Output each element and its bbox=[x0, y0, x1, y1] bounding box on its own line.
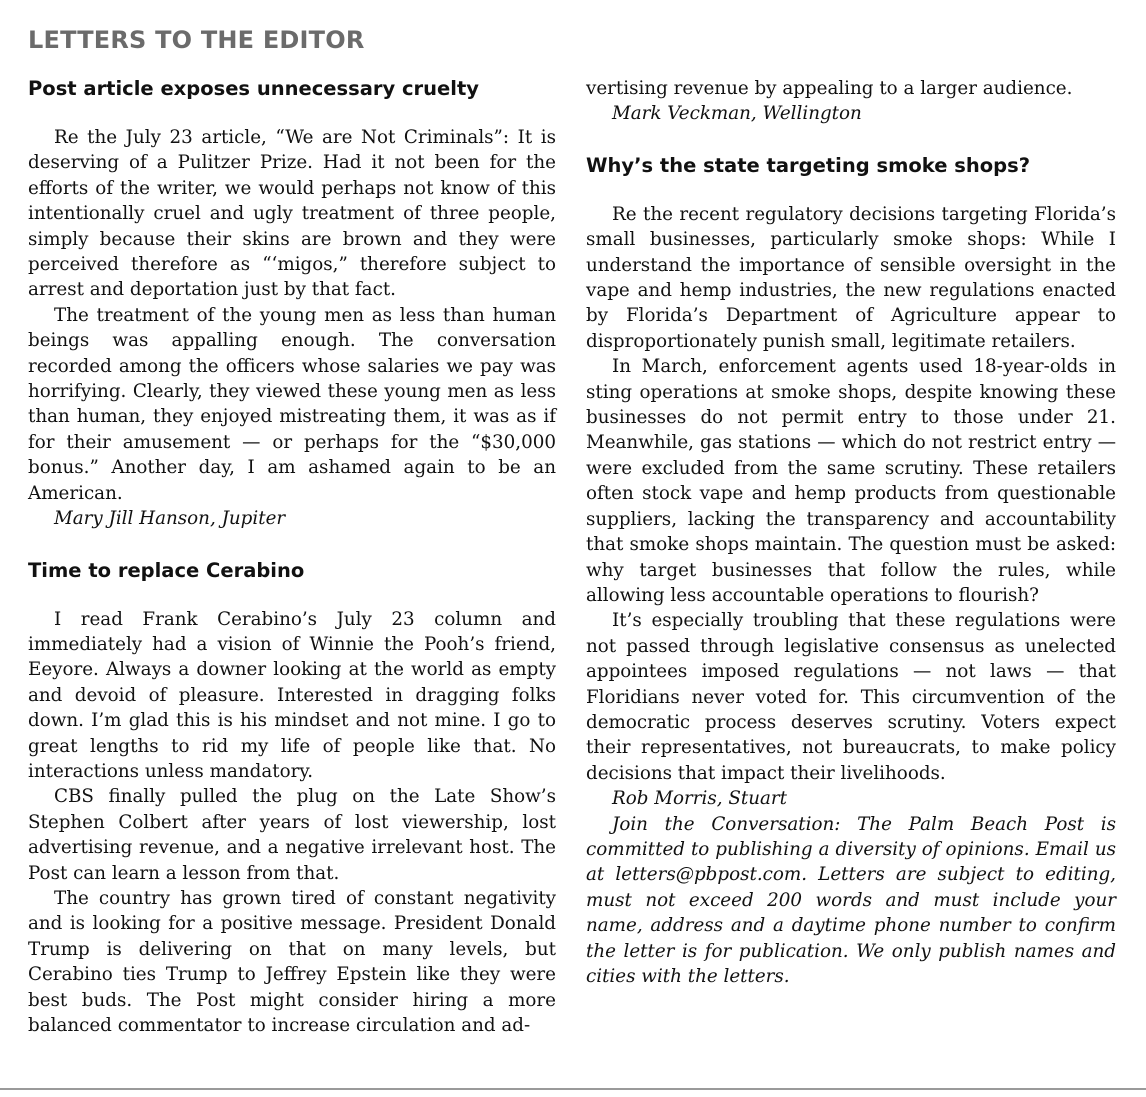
letter-signature: Rob Morris, Stuart bbox=[612, 788, 787, 810]
letter-cerabino bbox=[28, 558, 556, 1039]
letter-signature: Mark Veckman, Wellington bbox=[612, 103, 862, 125]
section-title: LETTERS TO THE EDITOR bbox=[28, 26, 365, 54]
bottom-divider bbox=[0, 1088, 1146, 1090]
letter-paragraph: CBS finally pulled the plug on the Late Show’s Stephen Colbert after years of lost viewership, lost advertising revenue, and a negative irrelevant host. The Post can learn a lesson from that. bbox=[28, 786, 556, 884]
submission-note: Join the Conversation: The Palm Beach Post is committed to publishing a diversity of opinions. Email us at letters@pbpost.com. Letters are subject to editing, must not exceed 200 words and must include your name, address and a daytime phone number to confirm the letter is for publication. We only publish names and cities with the letters. bbox=[586, 813, 1116, 987]
left-column bbox=[28, 76, 556, 1038]
letter-paragraph: In March, enforcement agents used 18-year-olds in sting operations at smoke shops, despite knowing these businesses do not permit entry to those under 21. Meanwhile, gas stations — which do not restrict entry — were excluded from the same scrutiny. These retailers often stock vape and hemp products from questionable suppliers, lacking the transparency and accountability that smoke shops maintain. The question must be asked: why target businesses that follow the rules, while allowing less accountable operations to flourish? bbox=[586, 356, 1116, 606]
letter-signature: Mary Jill Hanson, Jupiter bbox=[54, 508, 286, 530]
letter-headline: Post article exposes unnecessary cruelty bbox=[28, 77, 479, 100]
letter-paragraph: Re the July 23 article, “We are Not Criminals”: It is deserving of a Pulitzer Prize. Had it not been for the efforts of the writer, we would perhaps not know of this intentionally cruel and ugly treatment of three people, simply because their skins are brown and they were perceived therefore as “‘migos,” therefore subject to arrest and deportation just by that fact. bbox=[28, 127, 556, 301]
letter-headline: Why’s the state targeting smoke shops? bbox=[586, 153, 1031, 177]
letter-paragraph: It’s especially troubling that these regulations were not passed through legislative consensus as unelected appointees imposed regulations — not laws — that Floridians never voted for. This circumvention of the democratic process deserves scrutiny. Voters expect their representatives, not bureaucrats, to make policy decisions that impact their livelihoods. bbox=[586, 610, 1116, 784]
letter-smoke-shops bbox=[586, 153, 1116, 812]
letter-headline: Time to replace Cerabino bbox=[28, 558, 305, 582]
letter-paragraph: The treatment of the young men as less than human beings was appalling enough. The conversation recorded among the officers whose salaries we pay was horrifying. Clearly, they viewed these young men as less than human, they enjoyed mistreating them, it was as if for their amusement — or perhaps for the “$30,000 bonus.” Another day, I am ashamed again to be an American. bbox=[28, 304, 556, 504]
letter-paragraph: The country has grown tired of constant negativity and is looking for a positive message. President Donald Trump is delivering on that on many levels, but Cerabino ties Trump to Jeffrey Epstein like they were best buds. The Post might consider hiring a more balanced commentator to increase circulation and ad- bbox=[28, 887, 556, 1036]
right-column bbox=[586, 76, 1116, 989]
letter-cruelty bbox=[28, 76, 556, 532]
letter-paragraph: Re the recent regulatory decisions targeting Florida’s small businesses, particularly smoke shops: While I understand the importance of sensible oversight in the vape and hemp industries, the new regulations enacted by Florida’s Department of Agriculture appear to disproportionately punish small, legitimate retailers. bbox=[586, 203, 1116, 352]
letter-paragraph: I read Frank Cerabino’s July 23 column and immediately had a vision of Winnie the Pooh’s friend, Eeyore. Always a downer looking at the world as empty and devoid of pleasure. Interested in dragging folks down. I’m glad this is his mindset and not mine. I go to great lengths to rid my life of people like that. No interactions unless mandatory. bbox=[28, 608, 556, 782]
letter-continuation: vertising revenue by appealing to a larger audience. bbox=[586, 78, 1073, 99]
